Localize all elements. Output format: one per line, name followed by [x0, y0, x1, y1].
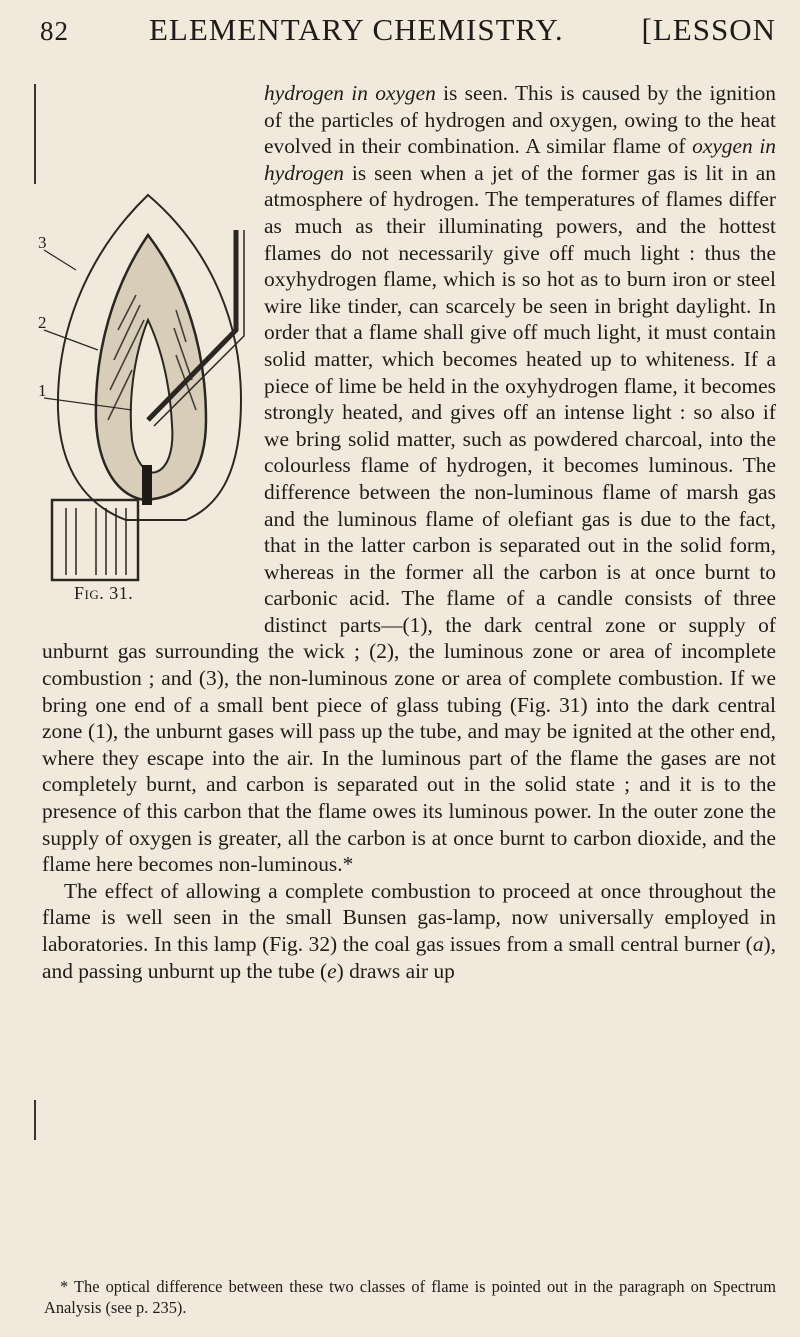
zone-label-3: 3	[38, 233, 47, 252]
text-run: ), and passing unburnt up the tube (	[42, 932, 776, 983]
text-em: oxygen in hydrogen	[264, 134, 776, 185]
running-title: ELEMENTARY CHEMISTRY.	[149, 12, 564, 47]
running-lesson: [LESSON	[641, 12, 776, 47]
text-em: e	[327, 958, 337, 983]
body-text	[38, 80, 777, 984]
candle-flame-illustration	[36, 80, 258, 612]
footnote: * The optical difference between these two classes of flame is pointed out in the paragraph on Spectrum Analysis (see p. 235).	[44, 1277, 776, 1317]
paragraph-1	[38, 80, 777, 878]
text-run: is seen when a jet of the former gas is lit in an atmosphere of hydrogen. The temperatures of flames differ as much as their illuminating powers, and the hottest flames do not necessarily give off much light : thus the oxyhydrogen flame, which is so hot as to burn iron or steel wire like tinder, can scarcely be seen in bright daylight. In order that a flame shall give off much light, it must contain solid matter, which becomes heated up to whiteness. If a piece of lime be held in the oxyhydrogen flame, it becomes strongly heated, and gives off an intense light : so also if we bring solid matter, such as powdered charcoal, into the colourless flame of hydrogen, it becomes luminous. The difference between the non-luminous flame of marsh gas and the luminous flame of olefiant gas is due to the fact, that in the latter carbon is separated out in the solid form, whereas in the former all the carbon is at once burnt to carbonic acid. The flame of a candle consists of three distinct parts—(1), the dark central zone or supply of unburnt gas surrounding the wick ; (2), the luminous zone or area of incomplete combustion ; and (3), the non-luminous zone or area of complete combustion. If we bring one end of a small bent piece of glass tubing (Fig. 31) into the dark central zone (1), the unburnt gases will pass up the tube, and may be ignited at the other end, where they escape into the air. In the luminous part of the flame the gases are not completely burnt, and carbon is separated out in the solid state ; and it is to the presence of this carbon that the flame owes its luminous power. In the outer zone the supply of oxygen is greater, all the carbon is at once burnt to carbon dioxide, and the flame here becomes non-luminous.*	[42, 160, 776, 877]
text-em: hydrogen in oxygen	[264, 81, 436, 105]
zone-label-1: 1	[38, 381, 47, 400]
zone-label-2: 2	[38, 313, 47, 332]
margin-bracket	[34, 1100, 36, 1140]
text-run: ) draws air up	[336, 958, 455, 983]
figure-caption: Fig. 31.	[74, 583, 134, 603]
text-run: The effect of allowing a complete combustion to proceed at once throughout the flame is well seen in the small Bunsen gas-lamp, now universally employed in laboratories. In this lamp (Fig. 32) the coal gas issues from a small central burner (	[42, 878, 776, 956]
wick	[142, 465, 152, 505]
figure-31	[36, 80, 258, 612]
text-em: a	[752, 932, 764, 956]
text-run: is seen. This is caused by the ignition of the particles of hydrogen and oxygen, owing to the heat evolved in their combination. A similar flame of	[264, 81, 777, 159]
candle-body	[52, 500, 138, 580]
running-head	[36, 12, 776, 52]
paragraph-2	[42, 878, 776, 984]
page-number: 82	[40, 16, 69, 46]
